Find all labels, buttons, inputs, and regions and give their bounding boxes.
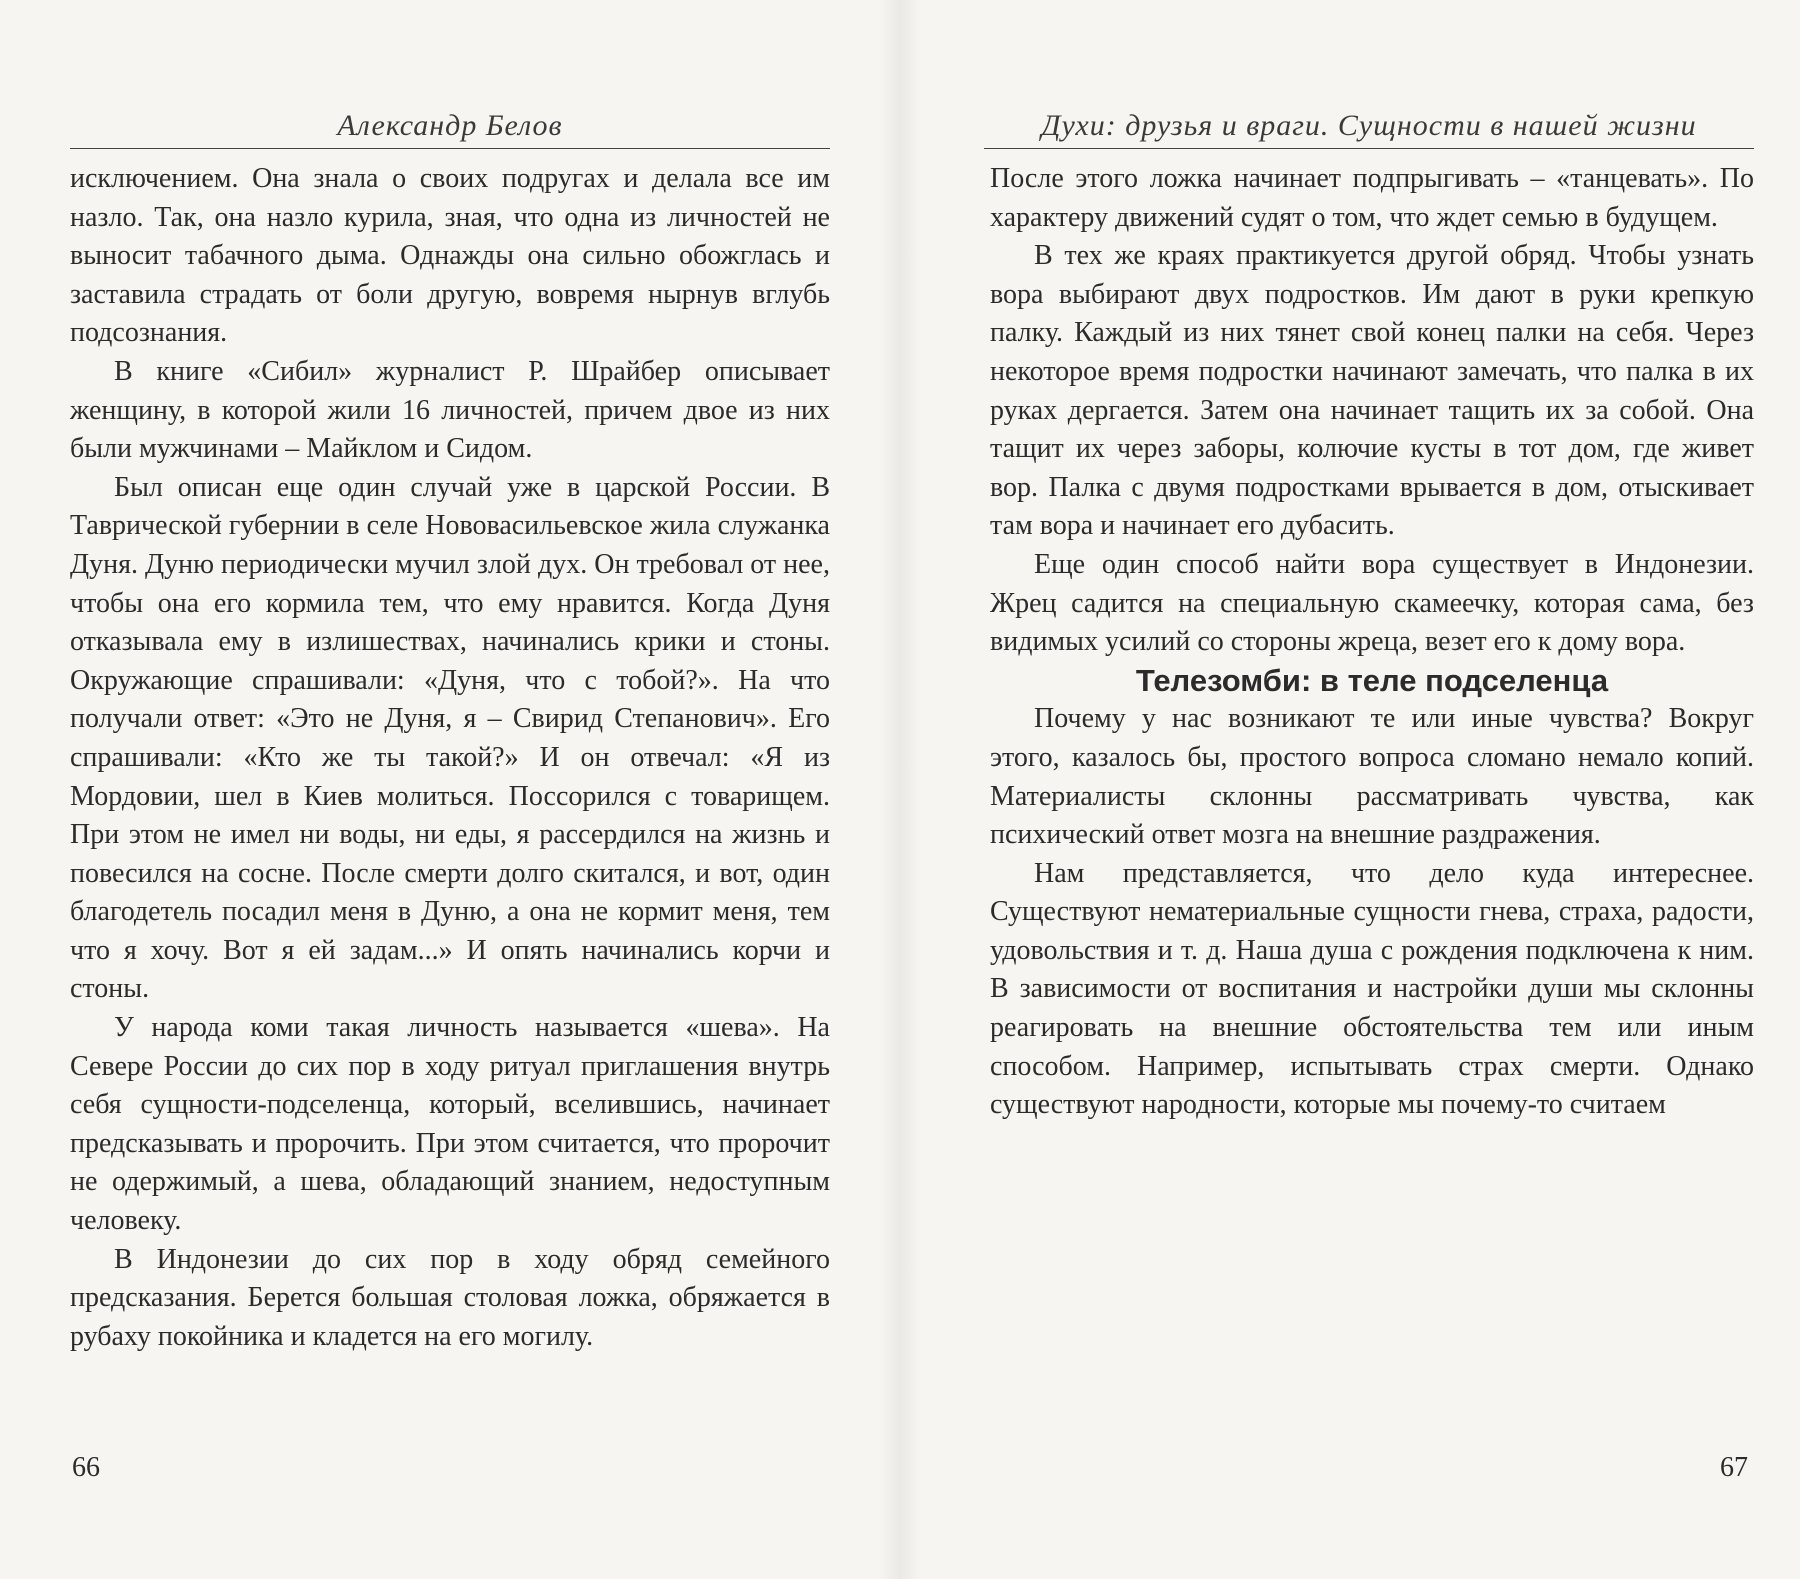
paragraph: Еще один способ найти вора существует в Индонезии. Жрец садится на специальную скамеечку, которая сама, без видимых усилий со стороны жреца, везет его к дому вора. — [990, 548, 1754, 658]
paragraph: У народа коми такая личность называется «шева». На Севере России до сих пор в ходу ритуал приглашения внутрь себя сущности-подселенца, который, вселившись, начинает предсказывать и пророчить. При этом считается, что пророчит не одержимый, а шева, обладающий знанием, недоступным человеку. — [70, 1012, 830, 1237]
left-page-number: 66 — [72, 1452, 100, 1483]
paragraph: В Индонезии до сих пор в ходу обряд семейного предсказания. Берется большая столовая ложка, обряжается в рубаху покойника и кладется на его могилу. — [70, 1243, 830, 1352]
paragraph: Нам представляется, что дело куда интереснее. Существуют нематериальные сущности гнева, страха, радости, удовольствия и т. д. Наша душа с рождения подключена к ним. В зависимости от воспитания и настройки души мы склонны реагировать на внешние обстоятельства тем или иным способом. Например, испытывать страх смерти. Однако существуют народности, которые мы почему-то считаем — [990, 857, 1754, 1121]
right-running-head: Духи: друзья и враги. Сущности в нашей жизни — [984, 104, 1754, 149]
right-page-number: 67 — [1720, 1452, 1748, 1483]
paragraph: В тех же краях практикуется другой обряд. Чтобы узнать вора выбирают двух подростков. Им дают в руки крепкую палку. Каждый из них тянет свой конец палки на себя. Через некоторое время подростки начинают замечать, что палка в их руках дергается. Затем она начинает тащить их за собой. Она тащит их через заборы, колючие кусты в тот дом, где живет вор. Палка с двумя подростками врывается в дом, отыскивает там вора и начинает его дубасить. — [990, 240, 1754, 542]
paragraph: исключением. Она знала о своих подругах и делала все им назло. Так, она назло курила, зная, что одна из личностей не выносит табачного дыма. Однажды она сильно обожглась и заставила страдать от боли другую, вовремя нырнув вглубь подсознания. — [70, 163, 830, 349]
paragraph: Был описан еще один случай уже в царской России. В Таврической губернии в селе Нововасильевское жила служанка Дуня. Дуню периодически мучил злой дух. Он требовал от нее, чтобы она его кормила тем, что ему нравится. Когда Дуня отказывала ему в излишествах, начинались крики и стоны. Окружающие спрашивали: «Дуня, что с тобой?». На что получали ответ: «Это не Дуня, я – Свирид Степанович». Его спрашивали: «Кто же ты такой?» И он отвечал: «Я из Мордовии, шел в Киев молиться. Поссорился с товарищем. При этом не имел ни воды, ни еды, я рассердился на жизнь и повесился на сосне. После смерти долго скитался, и вот, один благодетель посадил меня в Дуню, а она не кормит меня, тем что я хочу. Вот я ей задам...» И опять начинались корчи и стоны. — [70, 471, 830, 1005]
left-running-head: Александр Белов — [70, 104, 830, 149]
paragraph: Почему у нас возникают те или иные чувства? Вокруг этого, казалось бы, простого вопроса сломано немало копий. Материалисты склонны рассматривать чувства, как психический ответ мозга на внешние раздражения. — [990, 703, 1754, 851]
section-heading: Телезомби: в теле подселенца — [1135, 662, 1609, 698]
right-page — [900, 0, 1800, 1579]
paragraph: В книге «Сибил» журналист Р. Шрайбер описывает женщину, в которой жили 16 личностей, причем двое из них были мужчинами – Майклом и Сидом. — [70, 355, 830, 465]
right-body-text — [990, 160, 1754, 1125]
left-body-text — [70, 160, 830, 1356]
paragraph: После этого ложка начинает подпрыгивать – «танцевать». По характеру движений судят о том, что ждет семью в будущем. — [990, 163, 1754, 233]
